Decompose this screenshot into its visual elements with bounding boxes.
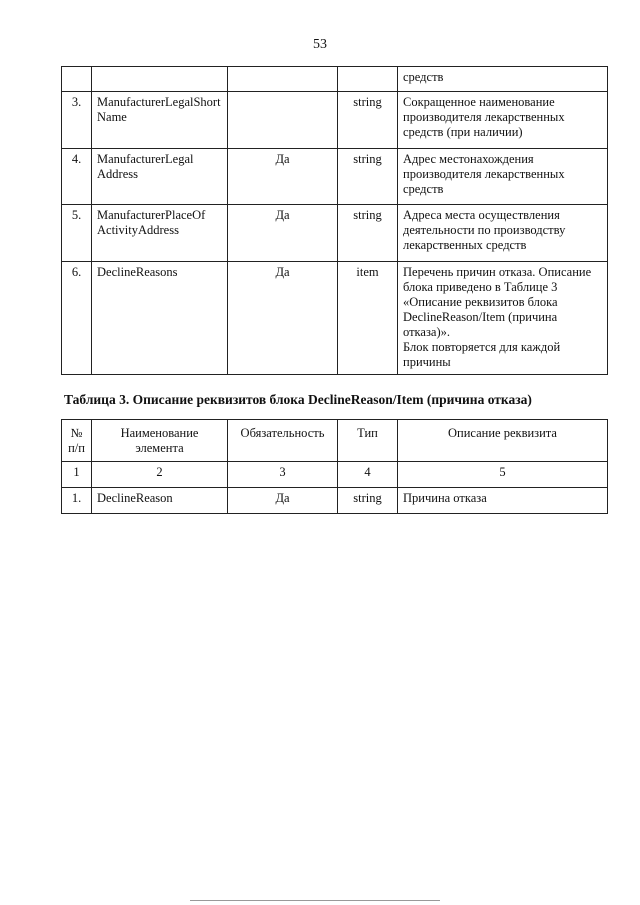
description-cell xyxy=(398,262,608,375)
column-index: 3 xyxy=(228,462,338,488)
table-row xyxy=(62,149,608,205)
table-row xyxy=(62,92,608,149)
table-row xyxy=(62,262,608,375)
type-cell: string xyxy=(338,92,398,149)
description-cell: Адрес местонахождения производителя лекарственных средств xyxy=(398,149,608,205)
table-row xyxy=(62,205,608,262)
column-index-row xyxy=(62,462,608,488)
decline-reason-table xyxy=(61,419,608,514)
element-name-cell: ManufacturerLegalShort Name xyxy=(92,92,228,149)
description-cell: Причина отказа xyxy=(398,488,608,514)
row-number-cell: 5. xyxy=(62,205,92,262)
requisites-table-continued xyxy=(61,66,608,375)
type-cell: string xyxy=(338,488,398,514)
element-name-cell: DeclineReasons xyxy=(92,262,228,375)
description-cell: средств xyxy=(398,67,608,92)
header-required: Обязательность xyxy=(228,420,338,462)
column-index: 2 xyxy=(92,462,228,488)
header-name: Наименование элемента xyxy=(92,420,228,462)
table-header-row xyxy=(62,420,608,462)
type-cell xyxy=(338,67,398,92)
header-num: № п/п xyxy=(62,420,92,462)
table-row xyxy=(62,67,608,92)
description-cell: Адреса места осуществления деятельности по производству лекарственных средств xyxy=(398,205,608,262)
required-cell: Да xyxy=(228,488,338,514)
description-note: Блок повторяется для каждой причины xyxy=(403,340,561,369)
element-name-cell xyxy=(92,67,228,92)
column-index: 1 xyxy=(62,462,92,488)
row-number-cell: 4. xyxy=(62,149,92,205)
required-cell: Да xyxy=(228,149,338,205)
column-index: 5 xyxy=(398,462,608,488)
element-name-cell: DeclineReason xyxy=(92,488,228,514)
row-number-cell xyxy=(62,67,92,92)
type-cell: string xyxy=(338,205,398,262)
description-cell: Сокращенное наименование производителя лекарственных средств (при наличии) xyxy=(398,92,608,149)
table-row xyxy=(62,488,608,514)
element-name-cell: ManufacturerPlaceOf ActivityAddress xyxy=(92,205,228,262)
column-index: 4 xyxy=(338,462,398,488)
row-number-cell: 3. xyxy=(62,92,92,149)
type-cell: item xyxy=(338,262,398,375)
row-number-cell: 1. xyxy=(62,488,92,514)
scan-artifact-line xyxy=(190,900,440,901)
row-number-cell: 6. xyxy=(62,262,92,375)
header-type: Тип xyxy=(338,420,398,462)
type-cell: string xyxy=(338,149,398,205)
required-cell xyxy=(228,92,338,149)
required-cell: Да xyxy=(228,205,338,262)
required-cell xyxy=(228,67,338,92)
page-number: 53 xyxy=(313,37,327,52)
table3-caption: Таблица 3. Описание реквизитов блока DeclineReason/Item (причина отказа) xyxy=(64,392,532,407)
header-description: Описание реквизита xyxy=(398,420,608,462)
required-cell: Да xyxy=(228,262,338,375)
description-text: Перечень причин отказа. Описание блока приведено в Таблице 3 «Описание реквизитов блока DeclineReason/Item (причина отказа)». xyxy=(403,265,592,339)
element-name-cell: ManufacturerLegal Address xyxy=(92,149,228,205)
